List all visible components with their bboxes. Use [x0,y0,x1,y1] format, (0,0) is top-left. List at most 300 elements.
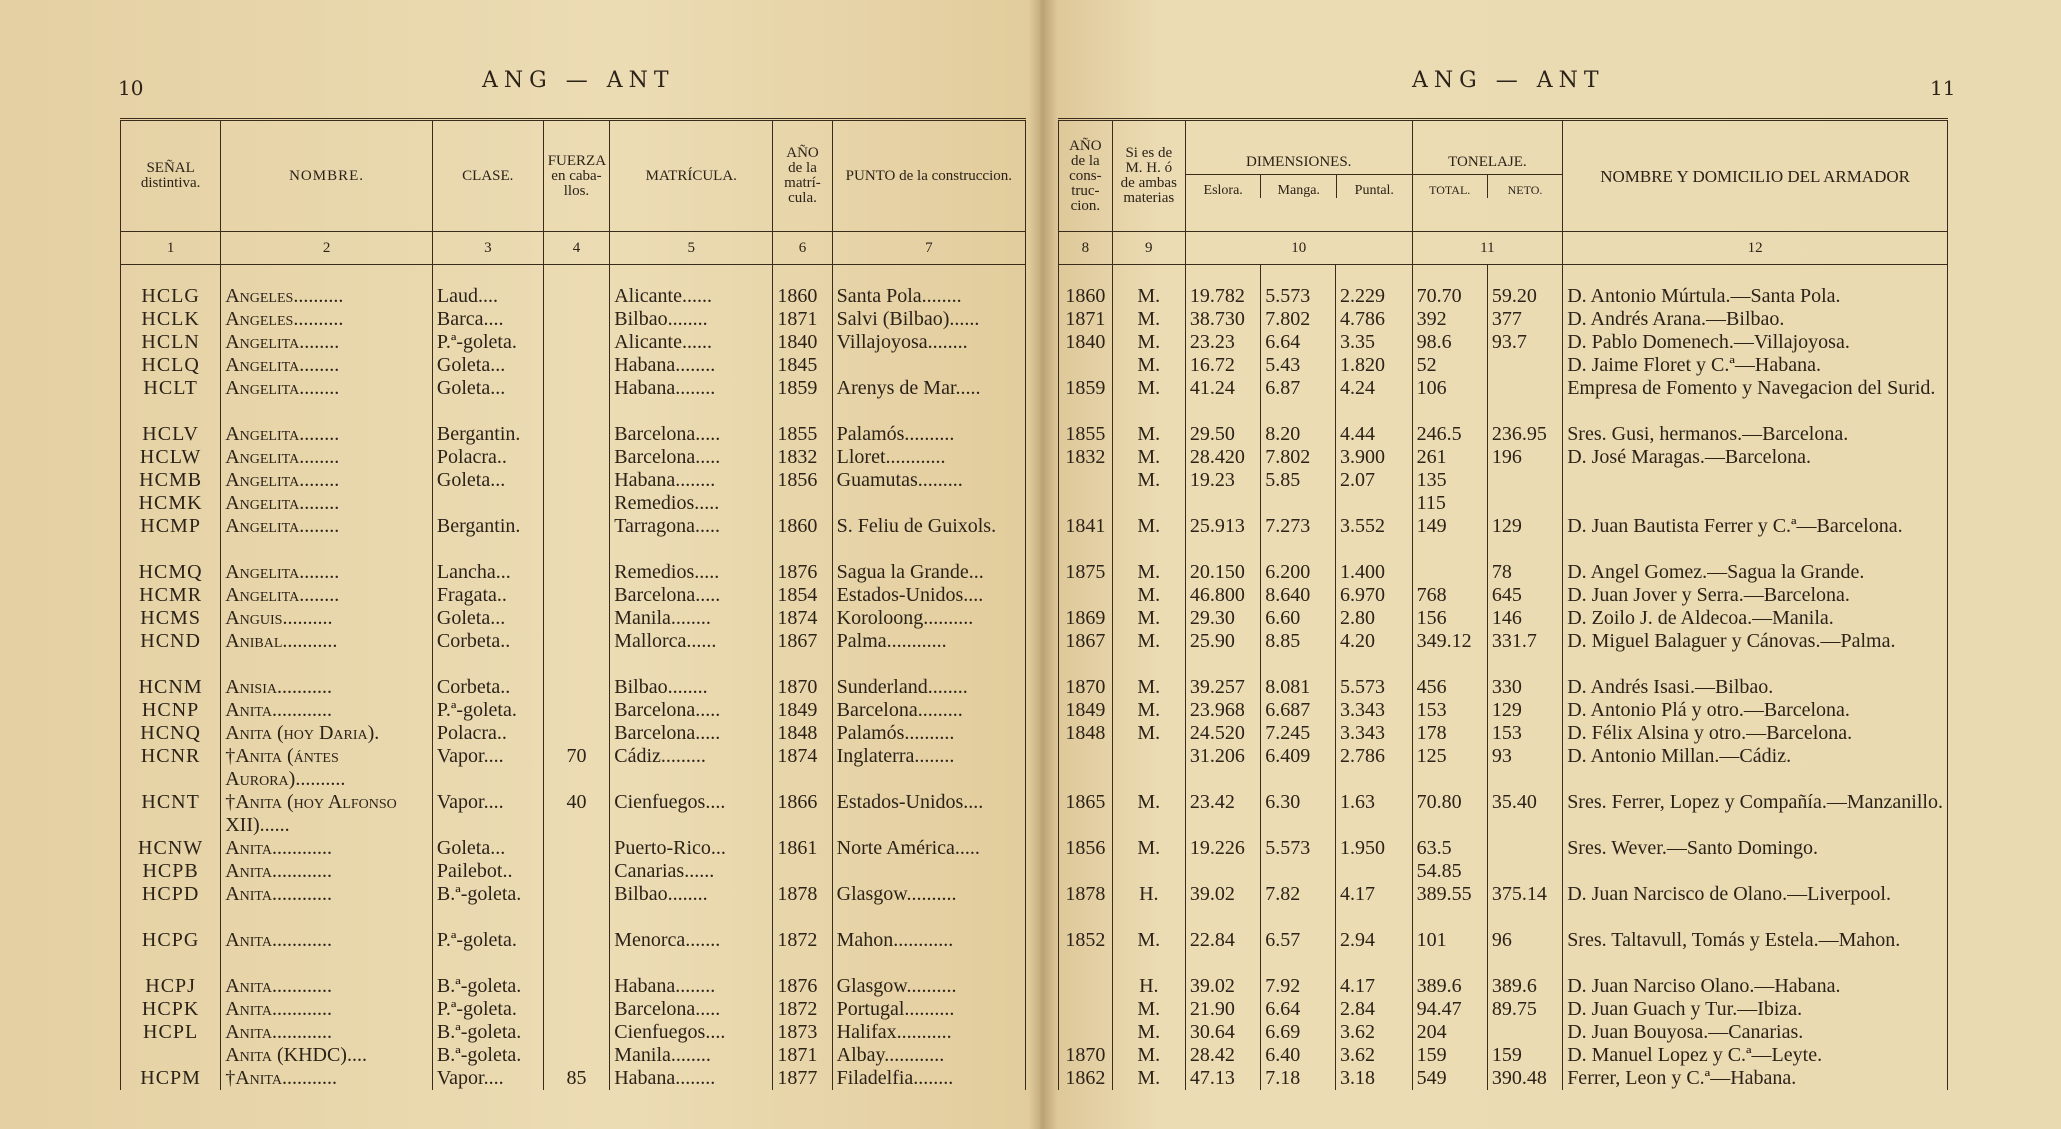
nombre-cell: Anita............ [221,975,433,998]
puntal-cell: 3.900 [1335,446,1412,469]
materia-cell: M. [1112,308,1185,331]
total-cell: 98.6 [1412,331,1487,354]
table-row [121,423,1026,446]
eslora-cell: 29.50 [1185,423,1260,446]
senal-cell [121,1044,221,1067]
puntal-cell: 3.552 [1335,515,1412,561]
armador-cell: D. Andrés Arana.—Bilbao. [1563,308,1948,331]
materia-cell: M. [1112,630,1185,676]
total-cell: 159 [1412,1044,1487,1067]
senal-cell: HCNQ [121,722,221,745]
total-cell: 392 [1412,308,1487,331]
punto-cell [832,492,1025,515]
punto-cell: Estados-Unidos.... [832,584,1025,607]
materia-cell: M. [1112,791,1185,837]
total-cell: 178 [1412,722,1487,745]
table-row [1059,860,1948,883]
neto-cell: 78 [1487,561,1562,584]
total-cell: 389.55 [1412,883,1487,929]
materia-cell: H. [1112,975,1185,998]
total-cell: 52 [1412,354,1487,377]
senal-cell: HCMP [121,515,221,561]
table-row [121,630,1026,676]
matricula-cell: Manila........ [610,607,773,630]
fuerza-cell [543,722,610,745]
punto-cell [832,860,1025,883]
ano-construccion-cell: 1867 [1059,630,1113,676]
total-cell: 70.80 [1412,791,1487,837]
eslora-cell: 28.42 [1185,1044,1260,1067]
nombre-cell: Angelita........ [221,492,433,515]
punto-cell: Arenys de Mar..... [832,377,1025,423]
senal-cell: HCLT [121,377,221,423]
header-fuerza: FUERZA en caba-llos. [543,120,610,232]
puntal-cell: 4.20 [1335,630,1412,676]
book-gutter [1028,0,1058,1129]
senal-cell: HCPJ [121,975,221,998]
table-row [1059,883,1948,929]
total-cell: 768 [1412,584,1487,607]
puntal-cell: 2.94 [1335,929,1412,975]
ano-construccion-cell: 1848 [1059,722,1113,745]
eslora-cell: 31.206 [1185,745,1260,791]
total-cell: 204 [1412,1021,1487,1044]
total-cell: 63.5 [1412,837,1487,860]
nombre-cell: Anita............ [221,860,433,883]
total-cell: 549 [1412,1067,1487,1090]
column-number: 4 [543,232,610,265]
clase-cell: Lancha... [432,561,543,584]
manga-cell: 8.85 [1261,630,1336,676]
puntal-cell [1335,492,1412,515]
matricula-cell: Bilbao........ [610,676,773,699]
table-row [121,722,1026,745]
total-cell: 246.5 [1412,423,1487,446]
table-row [1059,584,1948,607]
ano-matricula-cell: 1832 [773,446,832,469]
matricula-cell: Barcelona..... [610,699,773,722]
materia-cell: M. [1112,1044,1185,1067]
ano-construccion-cell: 1870 [1059,676,1113,699]
punto-cell: Lloret............ [832,446,1025,469]
eslora-cell: 23.23 [1185,331,1260,354]
ano-construccion-cell: 1859 [1059,377,1113,423]
materia-cell: M. [1112,446,1185,469]
fuerza-cell [543,837,610,860]
ano-matricula-cell: 1860 [773,515,832,561]
punto-cell: Halifax........... [832,1021,1025,1044]
ano-construccion-cell: 1841 [1059,515,1113,561]
nombre-cell: Angelita........ [221,561,433,584]
materia-cell: M. [1112,1021,1185,1044]
senal-cell: HCPM [121,1067,221,1090]
neto-cell [1487,860,1562,883]
fuerza-cell [543,285,610,308]
total-cell: 70.70 [1412,285,1487,308]
clase-cell: Polacra.. [432,722,543,745]
manga-cell: 5.85 [1261,469,1336,492]
eslora-cell: 30.64 [1185,1021,1260,1044]
materia-cell [1112,492,1185,515]
senal-cell: HCNR [121,745,221,791]
table-row [121,1021,1026,1044]
fuerza-cell [543,1021,610,1044]
manga-cell: 7.92 [1261,975,1336,998]
matricula-cell: Mallorca...... [610,630,773,676]
left-page-number: 10 [118,76,144,100]
manga-cell: 7.802 [1261,446,1336,469]
ano-matricula-cell: 1870 [773,676,832,699]
fuerza-cell [543,860,610,883]
neto-cell: 129 [1487,515,1562,561]
table-row [1059,561,1948,584]
ano-matricula-cell: 1872 [773,998,832,1021]
header-ano-construccion: AÑO de la cons-truc-cion. [1059,120,1113,232]
materia-cell: M. [1112,423,1185,446]
armador-cell: D. Andrés Isasi.—Bilbao. [1563,676,1948,699]
table-row [121,998,1026,1021]
nombre-cell: †Anita (hoy Alfonso XII)...... [221,791,433,837]
ano-construccion-cell: 1849 [1059,699,1113,722]
ano-construccion-cell [1059,1021,1113,1044]
punto-cell: Villajoyosa........ [832,331,1025,354]
fuerza-cell [543,331,610,354]
neto-cell [1487,1021,1562,1044]
fuerza-cell [543,354,610,377]
fuerza-cell [543,929,610,975]
senal-cell: HCMQ [121,561,221,584]
clase-cell: Fragata.. [432,584,543,607]
table-row [121,860,1026,883]
materia-cell: M. [1112,722,1185,745]
table-row [121,929,1026,975]
neto-cell: 35.40 [1487,791,1562,837]
armador-cell: D. Antonio Plá y otro.—Barcelona. [1563,699,1948,722]
manga-cell: 7.802 [1261,308,1336,331]
ano-matricula-cell: 1872 [773,929,832,975]
materia-cell: H. [1112,883,1185,929]
ano-matricula-cell: 1867 [773,630,832,676]
fuerza-cell [543,630,610,676]
table-row [1059,607,1948,630]
total-cell: 349.12 [1412,630,1487,676]
nombre-cell: Anita (KHDC).... [221,1044,433,1067]
column-number: 10 [1185,232,1412,265]
neto-cell: 159 [1487,1044,1562,1067]
eslora-cell [1185,492,1260,515]
left-register-table [120,118,1026,1090]
header-total: TOTAL. [1429,182,1471,197]
nombre-cell: Angelita........ [221,423,433,446]
table-row [1059,837,1948,860]
armador-cell [1563,492,1948,515]
fuerza-cell [543,607,610,630]
armador-cell: D. Juan Bouyosa.—Canarias. [1563,1021,1948,1044]
ano-construccion-cell: 1862 [1059,1067,1113,1090]
senal-cell: HCLG [121,285,221,308]
materia-cell [1112,860,1185,883]
header-dimensiones: DIMENSIONES. [1246,153,1352,170]
puntal-cell: 4.24 [1335,377,1412,423]
header-nombre: NOMBRE. [221,120,433,232]
neto-cell: 146 [1487,607,1562,630]
manga-cell: 8.20 [1261,423,1336,446]
ano-construccion-cell: 1865 [1059,791,1113,837]
ano-construccion-cell: 1840 [1059,331,1113,354]
armador-cell: D. Angel Gomez.—Sagua la Grande. [1563,561,1948,584]
matricula-cell: Puerto-Rico... [610,837,773,860]
matricula-cell: Habana........ [610,469,773,492]
armador-cell: Sres. Ferrer, Lopez y Compañía.—Manzanillo. [1563,791,1948,837]
right-register-table [1058,118,1948,1090]
neto-cell: 377 [1487,308,1562,331]
matricula-cell: Remedios..... [610,561,773,584]
punto-cell: S. Feliu de Guixols. [832,515,1025,561]
armador-cell: D. Juan Bautista Ferrer y C.ª—Barcelona. [1563,515,1948,561]
manga-cell: 7.82 [1261,883,1336,929]
ano-matricula-cell: 1855 [773,423,832,446]
nombre-cell: Anita............ [221,1021,433,1044]
punto-cell: Palma............ [832,630,1025,676]
eslora-cell: 23.968 [1185,699,1260,722]
table-row [1059,791,1948,837]
nombre-cell: Anita............ [221,837,433,860]
armador-cell: D. Manuel Lopez y C.ª—Leyte. [1563,1044,1948,1067]
puntal-cell: 2.80 [1335,607,1412,630]
clase-cell: P.ª-goleta. [432,331,543,354]
manga-cell: 5.573 [1261,837,1336,860]
punto-cell: Norte América..... [832,837,1025,860]
eslora-cell: 25.913 [1185,515,1260,561]
manga-cell: 7.18 [1261,1067,1336,1090]
armador-cell [1563,469,1948,492]
nombre-cell: Angelita........ [221,515,433,561]
manga-cell: 6.409 [1261,745,1336,791]
ano-matricula-cell: 1876 [773,975,832,998]
neto-cell: 375.14 [1487,883,1562,929]
ano-matricula-cell: 1859 [773,377,832,423]
header-eslora: Eslora. [1203,182,1243,198]
eslora-cell: 19.226 [1185,837,1260,860]
manga-cell: 8.640 [1261,584,1336,607]
armador-cell: Sres. Wever.—Santo Domingo. [1563,837,1948,860]
table-row [121,492,1026,515]
table-row [1059,1044,1948,1067]
armador-cell: Sres. Gusi, hermanos.—Barcelona. [1563,423,1948,446]
punto-cell: Barcelona......... [832,699,1025,722]
puntal-cell: 3.62 [1335,1021,1412,1044]
header-puntal: Puntal. [1336,175,1412,198]
neto-cell: 236.95 [1487,423,1562,446]
eslora-cell: 47.13 [1185,1067,1260,1090]
table-row [121,699,1026,722]
ano-matricula-cell: 1845 [773,354,832,377]
nombre-cell: Angelita........ [221,469,433,492]
header-materia: Si es de M. H. ó de ambas materias [1112,120,1185,232]
clase-cell: B.ª-goleta. [432,1044,543,1067]
table-row [1059,446,1948,469]
puntal-cell: 1.950 [1335,837,1412,860]
armador-cell: Ferrer, Leon y C.ª—Habana. [1563,1067,1948,1090]
manga-cell: 5.573 [1261,285,1336,308]
column-number: 7 [832,232,1025,265]
matricula-cell: Habana........ [610,377,773,423]
ano-construccion-cell: 1832 [1059,446,1113,469]
senal-cell: HCPG [121,929,221,975]
materia-cell: M. [1112,607,1185,630]
table-row [121,285,1026,308]
armador-cell: D. Juan Narcisco de Olano.—Liverpool. [1563,883,1948,929]
fuerza-cell [543,515,610,561]
table-row [121,791,1026,837]
matricula-cell: Canarias...... [610,860,773,883]
fuerza-cell [543,676,610,699]
clase-cell: Goleta... [432,377,543,423]
manga-cell: 6.687 [1261,699,1336,722]
column-number: 3 [432,232,543,265]
eslora-cell: 21.90 [1185,998,1260,1021]
table-row [1059,929,1948,975]
puntal-cell: 3.343 [1335,699,1412,722]
manga-cell [1261,492,1336,515]
ano-construccion-cell: 1869 [1059,607,1113,630]
neto-cell: 330 [1487,676,1562,699]
fuerza-cell [543,423,610,446]
total-cell: 456 [1412,676,1487,699]
eslora-cell: 22.84 [1185,929,1260,975]
senal-cell: HCPD [121,883,221,929]
neto-cell [1487,837,1562,860]
materia-cell [1112,745,1185,791]
senal-cell: HCLV [121,423,221,446]
clase-cell: P.ª-goleta. [432,699,543,722]
punto-cell: Glasgow.......... [832,975,1025,998]
neto-cell [1487,377,1562,423]
total-cell: 135 [1412,469,1487,492]
matricula-cell: Cienfuegos.... [610,791,773,837]
ano-matricula-cell: 1876 [773,561,832,584]
ano-construccion-cell: 1852 [1059,929,1113,975]
materia-cell: M. [1112,377,1185,423]
table-row [121,561,1026,584]
matricula-cell: Tarragona..... [610,515,773,561]
eslora-cell: 39.02 [1185,975,1260,998]
fuerza-cell [543,1044,610,1067]
table-row [121,331,1026,354]
armador-cell: D. Pablo Domenech.—Villajoyosa. [1563,331,1948,354]
ano-matricula-cell: 1871 [773,1044,832,1067]
header-punto: PUNTO de la construccion. [832,120,1025,232]
punto-cell: Mahon............ [832,929,1025,975]
matricula-cell: Barcelona..... [610,423,773,446]
column-number: 1 [121,232,221,265]
column-number: 5 [610,232,773,265]
column-number: 12 [1563,232,1948,265]
senal-cell: HCLK [121,308,221,331]
clase-cell: Bergantin. [432,515,543,561]
total-cell: 149 [1412,515,1487,561]
nombre-cell: Angelita........ [221,331,433,354]
eslora-cell [1185,860,1260,883]
eslora-cell: 41.24 [1185,377,1260,423]
nombre-cell: Anita............ [221,699,433,722]
ano-matricula-cell: 1877 [773,1067,832,1090]
materia-cell: M. [1112,584,1185,607]
nombre-cell: †Anita (ántes Aurora).......... [221,745,433,791]
clase-cell: Polacra.. [432,446,543,469]
table-row [1059,354,1948,377]
ano-matricula-cell [773,860,832,883]
column-number: 11 [1412,232,1563,265]
ano-construccion-cell [1059,584,1113,607]
fuerza-cell [543,699,610,722]
matricula-cell: Remedios..... [610,492,773,515]
materia-cell: M. [1112,354,1185,377]
ano-construccion-cell [1059,975,1113,998]
total-cell: 261 [1412,446,1487,469]
ano-matricula-cell: 1871 [773,308,832,331]
nombre-cell: Angelita........ [221,584,433,607]
neto-cell [1487,354,1562,377]
ano-construccion-cell [1059,354,1113,377]
puntal-cell: 3.35 [1335,331,1412,354]
table-row [121,308,1026,331]
clase-cell [432,492,543,515]
clase-cell: Bergantin. [432,423,543,446]
puntal-cell: 5.573 [1335,676,1412,699]
punto-cell: Inglaterra........ [832,745,1025,791]
table-row [1059,699,1948,722]
eslora-cell: 25.90 [1185,630,1260,676]
ano-matricula-cell: 1873 [773,1021,832,1044]
eslora-cell: 39.02 [1185,883,1260,929]
neto-cell: 93 [1487,745,1562,791]
ano-matricula-cell: 1866 [773,791,832,837]
header-senal: SEÑAL distintiva. [121,120,221,232]
nombre-cell: †Anita........... [221,1067,433,1090]
armador-cell: D. Zoilo J. de Aldecoa.—Manila. [1563,607,1948,630]
table-row [1059,998,1948,1021]
eslora-cell: 19.782 [1185,285,1260,308]
ano-construccion-cell [1059,860,1113,883]
armador-cell: Empresa de Fomento y Navegacion del Surid. [1563,377,1948,423]
eslora-cell: 23.42 [1185,791,1260,837]
nombre-cell: Anita............ [221,929,433,975]
clase-cell: Pailebot.. [432,860,543,883]
clase-cell: Vapor.... [432,1067,543,1090]
matricula-cell: Cienfuegos.... [610,1021,773,1044]
clase-cell: Laud.... [432,285,543,308]
manga-cell: 6.64 [1261,998,1336,1021]
senal-cell: HCMS [121,607,221,630]
matricula-cell: Barcelona..... [610,722,773,745]
clase-cell: Barca.... [432,308,543,331]
clase-cell: Goleta... [432,354,543,377]
puntal-cell: 4.44 [1335,423,1412,446]
manga-cell: 6.60 [1261,607,1336,630]
table-row [1059,377,1948,423]
nombre-cell: Angelita........ [221,377,433,423]
materia-cell: M. [1112,1067,1185,1090]
eslora-cell: 29.30 [1185,607,1260,630]
nombre-cell: Anita (hoy Daria). [221,722,433,745]
manga-cell: 6.40 [1261,1044,1336,1067]
senal-cell: HCNW [121,837,221,860]
nombre-cell: Anisia........... [221,676,433,699]
ano-construccion-cell [1059,998,1113,1021]
fuerza-cell [543,584,610,607]
fuerza-cell [543,561,610,584]
